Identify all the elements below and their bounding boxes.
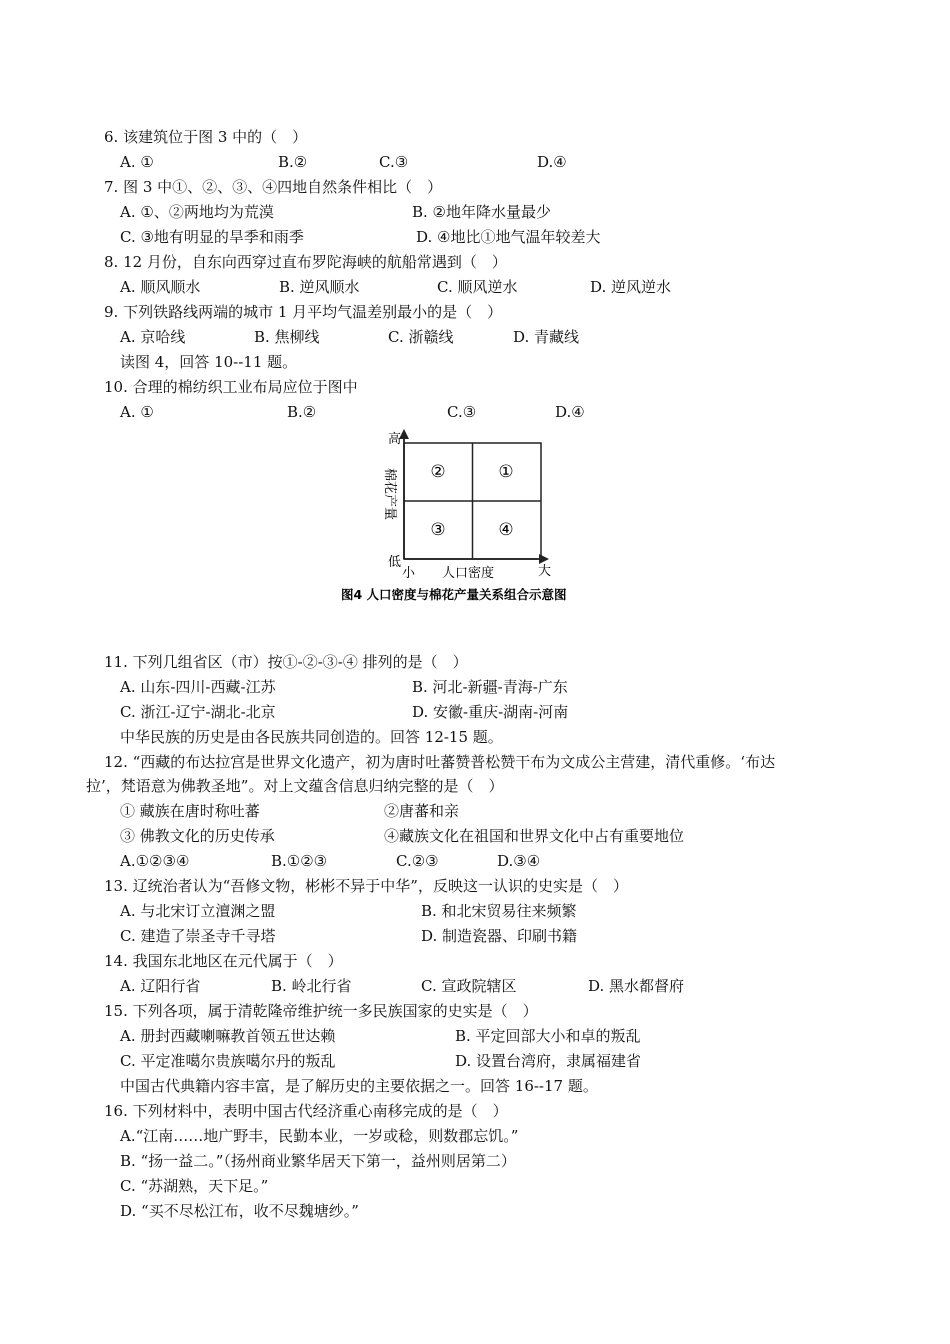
x-axis-title: 人口密度 — [442, 566, 495, 581]
x-axis-small-label: 小 — [402, 566, 416, 581]
q12-item-2: ②唐蕃和亲 — [384, 802, 460, 820]
q14-option-b[interactable]: B. 岭北行省 — [271, 977, 352, 995]
figure-4 — [338, 426, 608, 606]
q12-item-4: ④藏族文化在祖国和世界文化中占有重要地位 — [384, 827, 685, 845]
q10-option-b[interactable]: B.② — [287, 403, 317, 421]
q7-option-d[interactable]: D. ④地比①地气温年较差大 — [416, 228, 601, 246]
q12-option-d[interactable]: D.③④ — [497, 852, 541, 870]
q10-option-d[interactable]: D.④ — [555, 403, 585, 421]
figure-4-diagram — [338, 426, 608, 606]
cell-top-right: ① — [498, 462, 514, 482]
q16-option-d[interactable]: D. “买不尽松江布，收不尽魏塘纱。” — [120, 1202, 359, 1220]
q13-option-a[interactable]: A. 与北宋订立澶渊之盟 — [120, 902, 276, 920]
q7-option-c[interactable]: C. ③地有明显的旱季和雨季 — [120, 228, 304, 246]
y-axis-low-label: 低 — [388, 555, 402, 570]
x-axis-large-label: 大 — [538, 564, 552, 579]
section-intro-10-11: 读图 4，回答 10--11 题。 — [120, 353, 298, 371]
question-13-stem: 13. 辽统治者认为“吾修文物，彬彬不异于中华”，反映这一认识的史实是（ ） — [104, 877, 628, 895]
q11-option-d[interactable]: D. 安徽-重庆-湖南-河南 — [412, 703, 569, 721]
q16-option-c[interactable]: C. “苏湖熟，天下足。” — [120, 1177, 269, 1195]
q9-option-c[interactable]: C. 浙赣线 — [388, 328, 454, 346]
q14-option-c[interactable]: C. 宣政院辖区 — [421, 977, 517, 995]
q8-option-b[interactable]: B. 逆风顺水 — [279, 278, 360, 296]
q15-option-b[interactable]: B. 平定回部大小和卓的叛乱 — [455, 1027, 641, 1045]
question-8-stem: 8. 12 月份，自东向西穿过直布罗陀海峡的航船常遇到（ ） — [104, 253, 507, 271]
q6-option-d[interactable]: D.④ — [537, 153, 567, 171]
question-6-stem: 6. 该建筑位于图 3 中的（ ） — [104, 128, 308, 146]
q14-option-a[interactable]: A. 辽阳行省 — [120, 977, 201, 995]
q16-option-a[interactable]: A.“江南……地广野丰，民勤本业，一岁或稔，则数郡忘饥。” — [120, 1127, 519, 1145]
y-axis-title: 棉花产量 — [382, 468, 397, 521]
q7-option-b[interactable]: B. ②地年降水量最少 — [412, 203, 552, 221]
section-intro-12-15: 中华民族的历史是由各民族共同创造的。回答 12-15 题。 — [120, 728, 503, 746]
x-axis-arrow — [539, 554, 549, 564]
q6-option-a[interactable]: A. ① — [120, 153, 154, 171]
q12-option-a[interactable]: A.①②③④ — [120, 852, 190, 870]
q15-option-d[interactable]: D. 设置台湾府，隶属福建省 — [455, 1052, 642, 1070]
q13-option-c[interactable]: C. 建造了崇圣寺千寻塔 — [120, 927, 276, 945]
question-11-stem: 11. 下列几组省区（市）按①-②-③-④ 排列的是（ ） — [104, 653, 468, 671]
figure-4-caption: 图4 人口密度与棉花产量关系组合示意图 — [341, 587, 567, 602]
cell-top-left: ② — [430, 462, 446, 482]
q12-item-1: ① 藏族在唐时称吐蕃 — [120, 802, 260, 820]
section-intro-16-17: 中国古代典籍内容丰富，是了解历史的主要依据之一。回答 16--17 题。 — [120, 1077, 598, 1095]
question-14-stem: 14. 我国东北地区在元代属于（ ） — [104, 952, 343, 970]
question-12-stem-line1: 12. “西藏的布达拉宫是世界文化遗产，初为唐时吐蕃赞普松赞干布为文成公主营建，清代重修。‘布达 — [104, 753, 776, 771]
q11-option-a[interactable]: A. 山东-四川-西藏-江苏 — [120, 678, 276, 696]
q8-option-d[interactable]: D. 逆风逆水 — [590, 278, 672, 296]
question-16-stem: 16. 下列材料中，表明中国古代经济重心南移完成的是（ ） — [104, 1102, 508, 1120]
q10-option-c[interactable]: C.③ — [447, 403, 477, 421]
q11-option-c[interactable]: C. 浙江-辽宁-湖北-北京 — [120, 703, 276, 721]
q15-option-c[interactable]: C. 平定准噶尔贵族噶尔丹的叛乱 — [120, 1052, 336, 1070]
q12-option-c[interactable]: C.②③ — [396, 852, 439, 870]
q16-option-b[interactable]: B. “扬一益二。”（扬州商业繁华居天下第一，益州则居第二） — [120, 1152, 516, 1170]
question-9-stem: 9. 下列铁路线两端的城市 1 月平均气温差别最小的是（ ） — [104, 303, 503, 321]
cell-bottom-left: ③ — [430, 520, 446, 540]
cell-bottom-right: ④ — [498, 520, 514, 540]
q14-option-d[interactable]: D. 黑水都督府 — [588, 977, 685, 995]
q9-option-d[interactable]: D. 青藏线 — [513, 328, 580, 346]
q6-option-b[interactable]: B.② — [278, 153, 308, 171]
question-12-stem-line2: 拉’，梵语意为佛教圣地”。对上文蕴含信息归纳完整的是（ ） — [86, 777, 504, 795]
q7-option-a[interactable]: A. ①、②两地均为荒漠 — [120, 203, 274, 221]
q13-option-b[interactable]: B. 和北宋贸易往来频繁 — [421, 902, 577, 920]
q10-option-a[interactable]: A. ① — [120, 403, 154, 421]
y-axis-high-label: 高 — [388, 432, 402, 447]
q12-item-3: ③ 佛教文化的历史传承 — [120, 827, 275, 845]
q9-option-a[interactable]: A. 京哈线 — [120, 328, 186, 346]
q15-option-a[interactable]: A. 册封西藏喇嘛教首领五世达赖 — [120, 1027, 336, 1045]
question-7-stem: 7. 图 3 中①、②、③、④四地自然条件相比（ ） — [104, 178, 443, 196]
q9-option-b[interactable]: B. 焦柳线 — [254, 328, 320, 346]
question-10-stem: 10. 合理的棉纺织工业布局应位于图中 — [104, 378, 358, 396]
q8-option-c[interactable]: C. 顺风逆水 — [437, 278, 518, 296]
q8-option-a[interactable]: A. 顺风顺水 — [120, 278, 201, 296]
q11-option-b[interactable]: B. 河北-新疆-青海-广东 — [412, 678, 568, 696]
q13-option-d[interactable]: D. 制造瓷器、印刷书籍 — [421, 927, 578, 945]
q6-option-c[interactable]: C.③ — [379, 153, 409, 171]
question-15-stem: 15. 下列各项，属于清乾隆帝维护统一多民族国家的史实是（ ） — [104, 1002, 538, 1020]
q12-option-b[interactable]: B.①②③ — [271, 852, 328, 870]
